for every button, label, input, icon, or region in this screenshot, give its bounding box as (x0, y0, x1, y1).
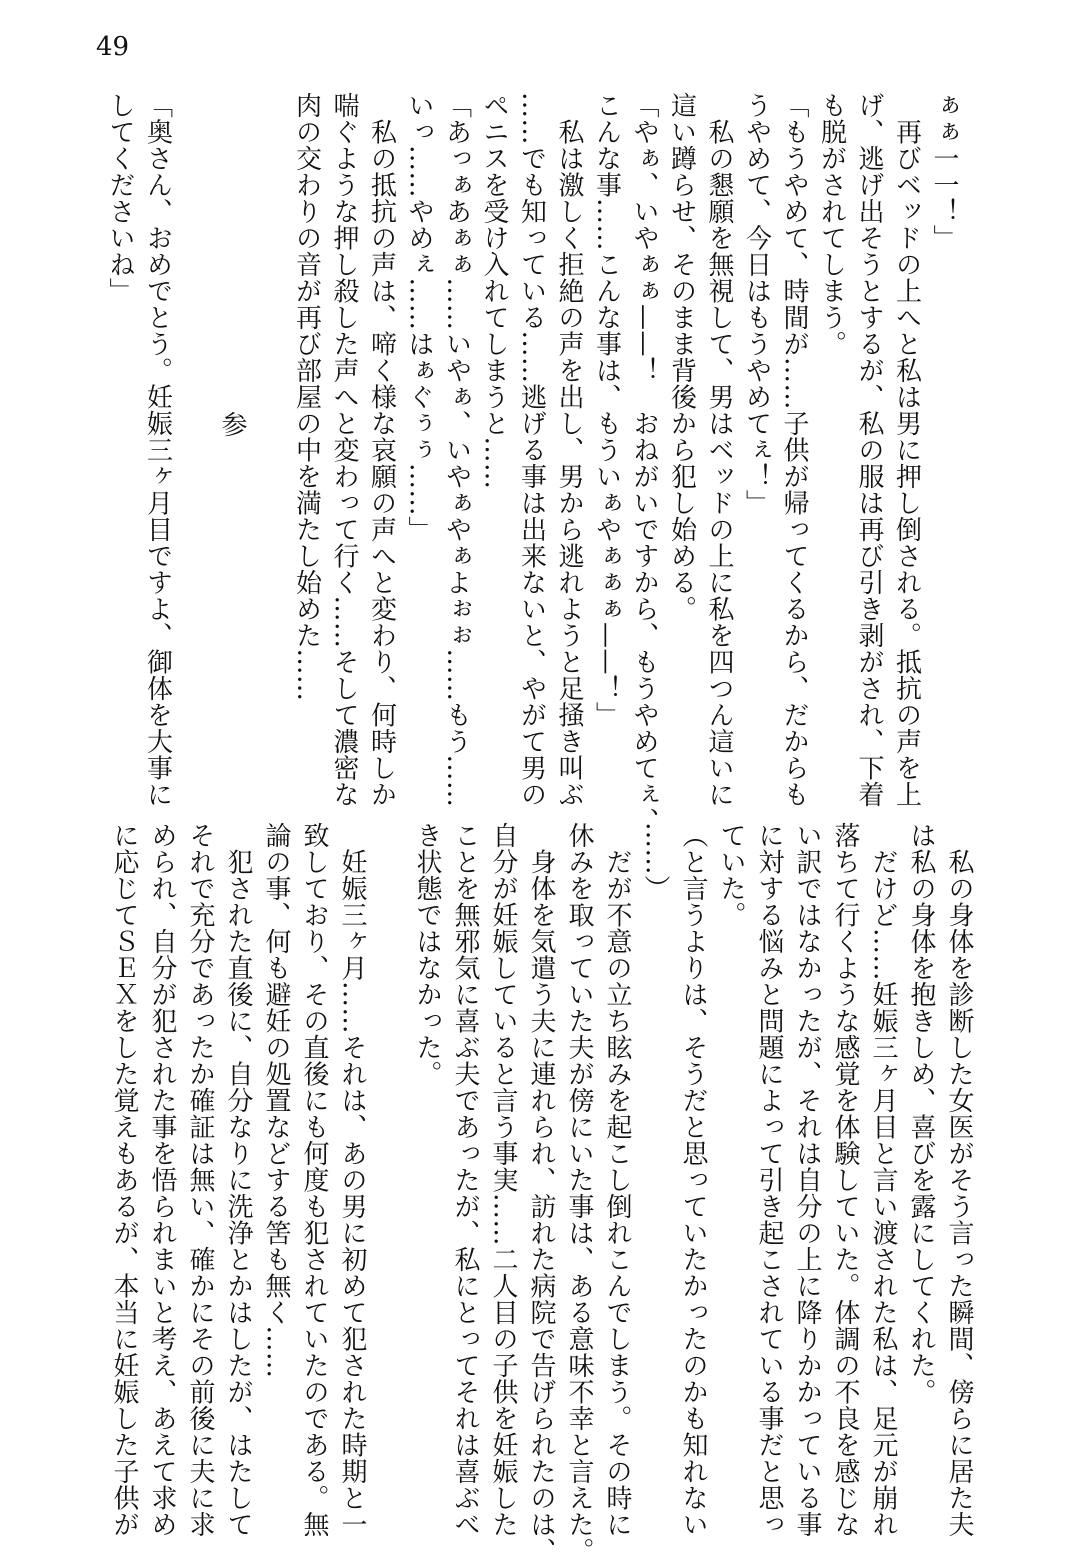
text-column: 自分が妊娠していると言う事実……二人目の子供を妊娠した (488, 822, 518, 1538)
text-column: 論の事、何も避妊の処置などする筈も無く…… (261, 822, 291, 1379)
text-column: 犯された直後に、自分なりに洗浄とかはしたが、はたして (223, 822, 253, 1538)
text-column: ……でも知っている……逃げる事は出来ないと、やがて男の (516, 92, 547, 808)
text-column (176, 92, 213, 757)
upper-text-block (102, 92, 962, 834)
text-column: 私の懇願を無視して、男はベッドの上に私を四つん這いに (704, 92, 734, 808)
text-column: められ、自分が犯された事を悟られまいと考え、あえて求め (147, 822, 177, 1538)
page-number: 49 (96, 32, 130, 62)
text-column: ことを無邪気に喜ぶ夫であったが、私にとってそれは喜ぶべ (450, 822, 480, 1538)
text-column (371, 822, 408, 1487)
text-column: 這い蹲らせ、そのまま背後から犯し始める。 (666, 92, 697, 622)
text-column: 再びベッドの上へと私は男に押し倒される。抵抗の声を上 (891, 92, 922, 808)
text-column: 妊娠三ヶ月……それは、あの男に初めて犯された時期と一 (337, 822, 367, 1538)
text-column: こんな事……こんな事は、もういぁやぁぁぁ——！」 (591, 92, 622, 728)
text-column: 身体を気遣う夫に連れられ、訪れた病院で告げられたのは、 (526, 822, 556, 1564)
text-column: ペニスを受け入れてしまうと…… (479, 92, 509, 490)
text-column: 私の抵抗の声は、啼く様な哀願の声へと変わり、何時しか (366, 92, 397, 808)
text-column: ていた。 (716, 822, 746, 928)
text-column: 致しており、その直後にも何度も犯されていたのである。無 (299, 822, 329, 1538)
text-column: 休みを取っていた夫が傍にいた事は、ある意味不幸と言えた。 (564, 822, 594, 1564)
text-column: 落ちて行くような感覚を体験していた。体調の不良を感じな (830, 822, 860, 1538)
text-column (250, 92, 287, 757)
text-column: それで充分であったか確証は無い、確かにその前後に夫に求 (185, 822, 215, 1538)
text-column: い訳ではなかったが、それは自分の上に降りかかっている事 (792, 822, 822, 1538)
text-column: （と言うよりは、そうだと思っていたかったのかも知れない (678, 822, 708, 1538)
text-column: うやめて、今日はもうやめてぇ！」 (741, 92, 772, 516)
text-column: 喘ぐような押し殺した声へと変わって行く……そして濃密な (329, 92, 359, 808)
text-column: に対する悩みと問題によって引き起こされている事だと思っ (754, 822, 784, 1538)
text-column: き状態ではなかった。 (412, 822, 442, 1087)
text-column: 私は激しく拒絶の声を出し、男から逃れようと足掻き叫ぶ (554, 92, 584, 808)
text-column: ぁぁ一一！」 (929, 92, 959, 251)
text-column: だけど……妊娠三ヶ月目と言い渡された私は、足元が崩れ (868, 822, 898, 1538)
text-column: に応じてＳＥＸをした覚えもあるが、本当に妊娠した子供が (109, 822, 139, 1538)
text-column: 「奥さん、おめでとう。妊娠三ヶ月目ですよ、御体を大事に (142, 92, 173, 808)
text-column: 肉の交わりの音が再び部屋の中を満たし始めた…… (291, 92, 322, 702)
text-column: も脱がされてしまう。 (816, 92, 847, 357)
section-heading: 参 (217, 411, 247, 438)
text-column: いっ……やめぇ……はぁぐぅぅ……」 (404, 92, 434, 543)
text-column: 「あっぁあぁぁ……いやぁ、いやぁやぁよぉぉ……もう…… (441, 92, 472, 808)
text-column: 「やぁ、いやぁぁ——！ おねがいですから、もうやめてぇ、 (629, 92, 659, 834)
lower-text-block (98, 822, 978, 1564)
text-column: してくださいね」 (105, 92, 135, 304)
text-column: 私の身体を診断した女医がそう言った瞬間、傍らに居た夫 (944, 822, 974, 1538)
text-column: は私の身体を抱きしめ、喜びを露にしてくれた。 (906, 822, 936, 1405)
text-column: ……） (640, 822, 670, 902)
text-column: 「もうやめて、時間が……子供が帰ってくるから、だからも (779, 92, 809, 808)
text-column: だが不意の立ち眩みを起こし倒れこんでしまう。その時に (602, 822, 632, 1538)
text-column: げ、逃げ出そうとするが、私の服は再び引き剥がされ、下着 (854, 92, 884, 808)
